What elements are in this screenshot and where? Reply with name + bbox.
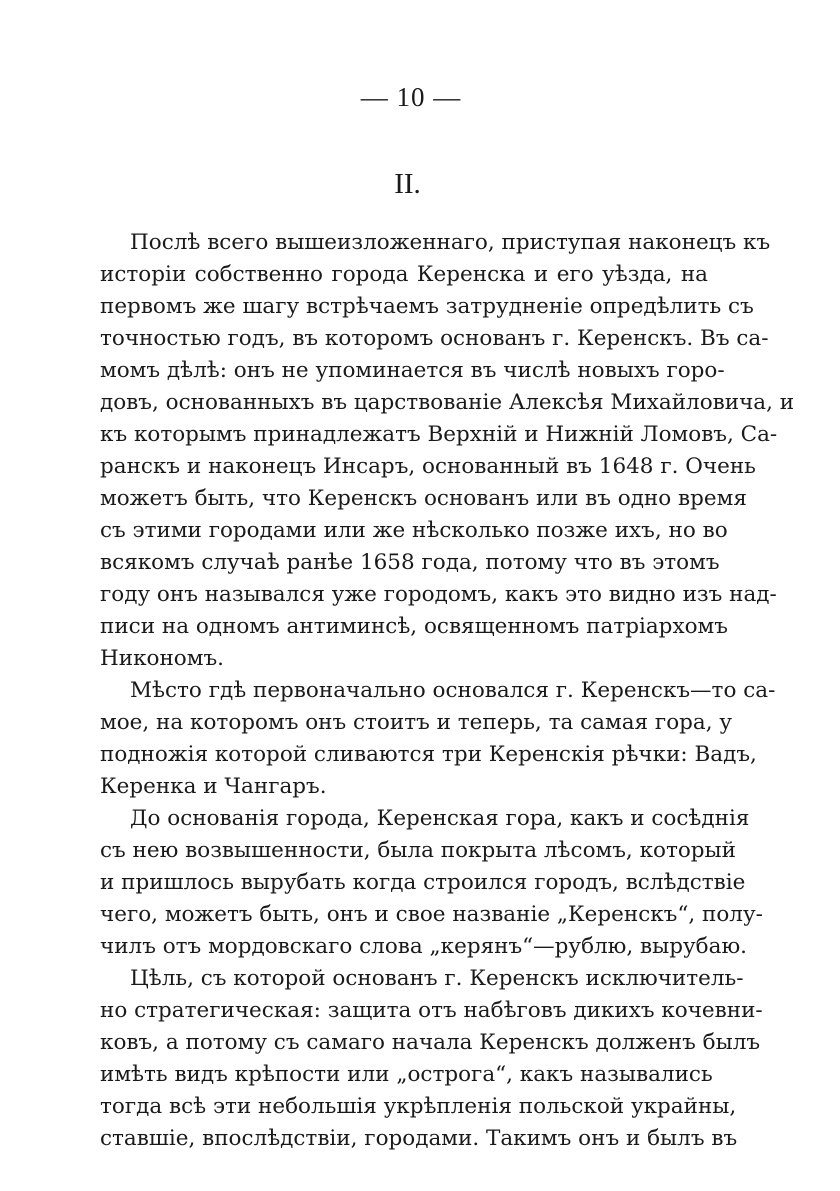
text-line: можетъ быть, что Керенскъ основанъ или въ одно время xyxy=(100,486,747,511)
text-line: и пришлось вырубать когда строился городъ, вслѣдствіе xyxy=(100,870,746,895)
text-line: Мѣсто гдѣ первоначально основался г. Керенскъ—то са- xyxy=(130,678,776,703)
text-line: довъ, основанныхъ въ царствованіе Алексѣя Михайловича, и xyxy=(100,390,795,415)
text-line: мое, на которомъ онъ стоитъ и теперь, та самая гора, у xyxy=(100,710,733,735)
text-line: съ этими городами или же нѣсколько позже ихъ, но во xyxy=(100,518,728,543)
text-line: Керенка и Чангаръ. xyxy=(100,774,327,799)
text-line: Послѣ всего вышеизложеннаго, приступая наконецъ къ xyxy=(130,230,771,255)
text-line: чилъ отъ мордовскаго слова „керянъ“—рублю, вырубаю. xyxy=(100,934,747,959)
page-number: — 10 — xyxy=(360,82,462,112)
text-line: первомъ же шагу встрѣчаемъ затрудненіе опредѣлить съ xyxy=(100,294,754,319)
text-line: ставшіе, впослѣдствіи, городами. Такимъ онъ и былъ въ xyxy=(100,1126,738,1151)
text-line: ранскъ и наконецъ Инсаръ, основанный въ 1648 г. Очень xyxy=(100,454,756,479)
text-line: чего, можетъ быть, онъ и свое названіе „Керенскъ“, полу- xyxy=(100,902,763,927)
text-line: всякомъ случаѣ ранѣе 1658 года, потому что въ этомъ xyxy=(100,550,720,575)
text-line: точностью годъ, въ которомъ основанъ г. Керенскъ. Въ са- xyxy=(100,326,769,351)
text-line: тогда всѣ эти небольшія укрѣпленія польской украйны, xyxy=(100,1094,737,1119)
text-line: подножія которой сливаются три Керенскія рѣчки: Вадъ, xyxy=(100,742,757,767)
text-line: имѣть видъ крѣпости или „острога“, какъ назывались xyxy=(100,1062,713,1087)
text-line: къ которымъ принадлежатъ Верхній и Нижній Ломовъ, Са- xyxy=(100,422,778,447)
text-line: съ нею возвышенности, была покрыта лѣсомъ, который xyxy=(100,838,737,863)
text-line: Никономъ. xyxy=(100,646,224,671)
text-line: ковъ, а потому съ самаго начала Керенскъ долженъ былъ xyxy=(100,1030,761,1055)
chapter-heading: II. xyxy=(394,168,421,200)
text-line: исторіи собственно города Керенска и его уѣзда, на xyxy=(100,262,708,287)
text-line: момъ дѣлѣ: онъ не упоминается въ числѣ новыхъ горо- xyxy=(100,358,725,383)
text-line: писи на одномъ антиминсѣ, освященномъ патріархомъ xyxy=(100,614,728,639)
text-line: но стратегическая: защита отъ набѣговъ дикихъ кочевни- xyxy=(100,998,763,1023)
text-line: До основанія города, Керенская гора, какъ и сосѣднія xyxy=(130,806,750,831)
text-line: Цѣль, съ которой основанъ г. Керенскъ исключитель- xyxy=(130,966,744,991)
text-line: году онъ назывался уже городомъ, какъ это видно изъ над- xyxy=(100,582,777,607)
